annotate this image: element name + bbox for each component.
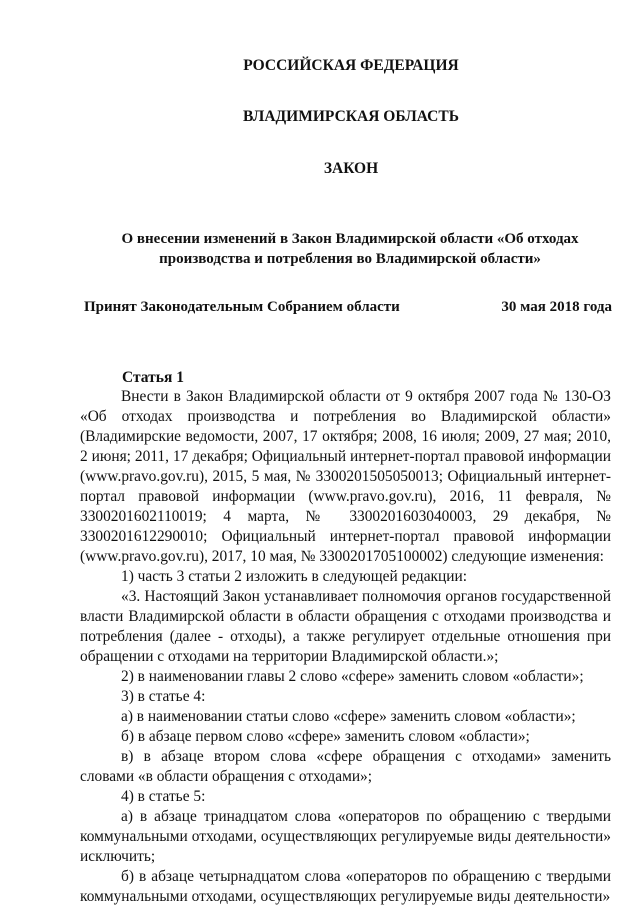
paragraph: а) в наименовании статьи слово «сфере» заменить словом «области»; [121,708,576,725]
paragraph: а) в абзаце тринадцатом слова «операторов по обращению с твердыми коммунальными отходами, осуществляющих регулируемые виды деятельности» исключить; [80,808,611,865]
paragraph: 3) в статье 4: [121,688,206,705]
region-heading: ВЛАДИМИРСКАЯ ОБЛАСТЬ [243,108,459,125]
paragraph: 1) часть 3 статьи 2 изложить в следующей редакции: [121,568,468,585]
article-body [80,387,611,907]
paragraph: Внести в Закон Владимирской области от 9 октября 2007 года № 130-ОЗ «Об отходах производства и потребления во Владимирской области» (Владимирские ведомости, 2007, 17 октября; 2008, 16 июля; 2009, 27 мая; 2010, 2 июня; 2011, 17 декабря; Официальный интернет-портал правовой информации (www.pravo.gov.ru), 2015, 5 мая, № 3300201505050013; Официальный интернет-портал правовой информации (www.pravo.gov.ru), 2016, 11 февраля, № 3300201602110019; 4 марта, № 3300201603040003, 29 декабря, № 3300201612290010; Официальный интернет-портал правовой информации (www.pravo.gov.ru), 2017, 10 мая, № 3300201705100002) следующие изменения: [80,388,611,565]
paragraph: б) в абзаце первом слово «сфере» заменить словом «области»; [121,728,530,745]
law-title: О внесении изменений в Закон Владимирской области «Об отходах производства и потребления во Владимирской области» [121,231,579,267]
paragraph: б) в абзаце четырнадцатом слова «операторов по обращению с твердыми коммунальными отходами, осуществляющих регулируемые виды деятельности» [80,868,611,905]
article-title: Статья 1 [122,369,184,386]
adopted-by: Принят Законодательным Собранием области [84,299,400,315]
paragraph: «3. Настоящий Закон устанавливает полномочия органов государственной власти Владимирской области в области обращения с отходами производства и потребления (далее - отходы), а также регулирует отдельные отношения при обращении с отходами на территории Владимирской области.»; [80,588,611,665]
paragraph: 2) в наименовании главы 2 слово «сфере» заменить словом «области»; [121,668,584,685]
adoption-date: 30 мая 2018 года [501,299,612,315]
country-heading: РОССИЙСКАЯ ФЕДЕРАЦИЯ [243,57,459,74]
adoption-line [84,299,612,316]
paragraph: 4) в статье 5: [121,788,206,805]
paragraph: в) в абзаце втором слова «сфере обращения с отходами» заменить словами «в области обращения с отходами»; [80,748,611,785]
doc-type-heading: ЗАКОН [323,160,379,177]
